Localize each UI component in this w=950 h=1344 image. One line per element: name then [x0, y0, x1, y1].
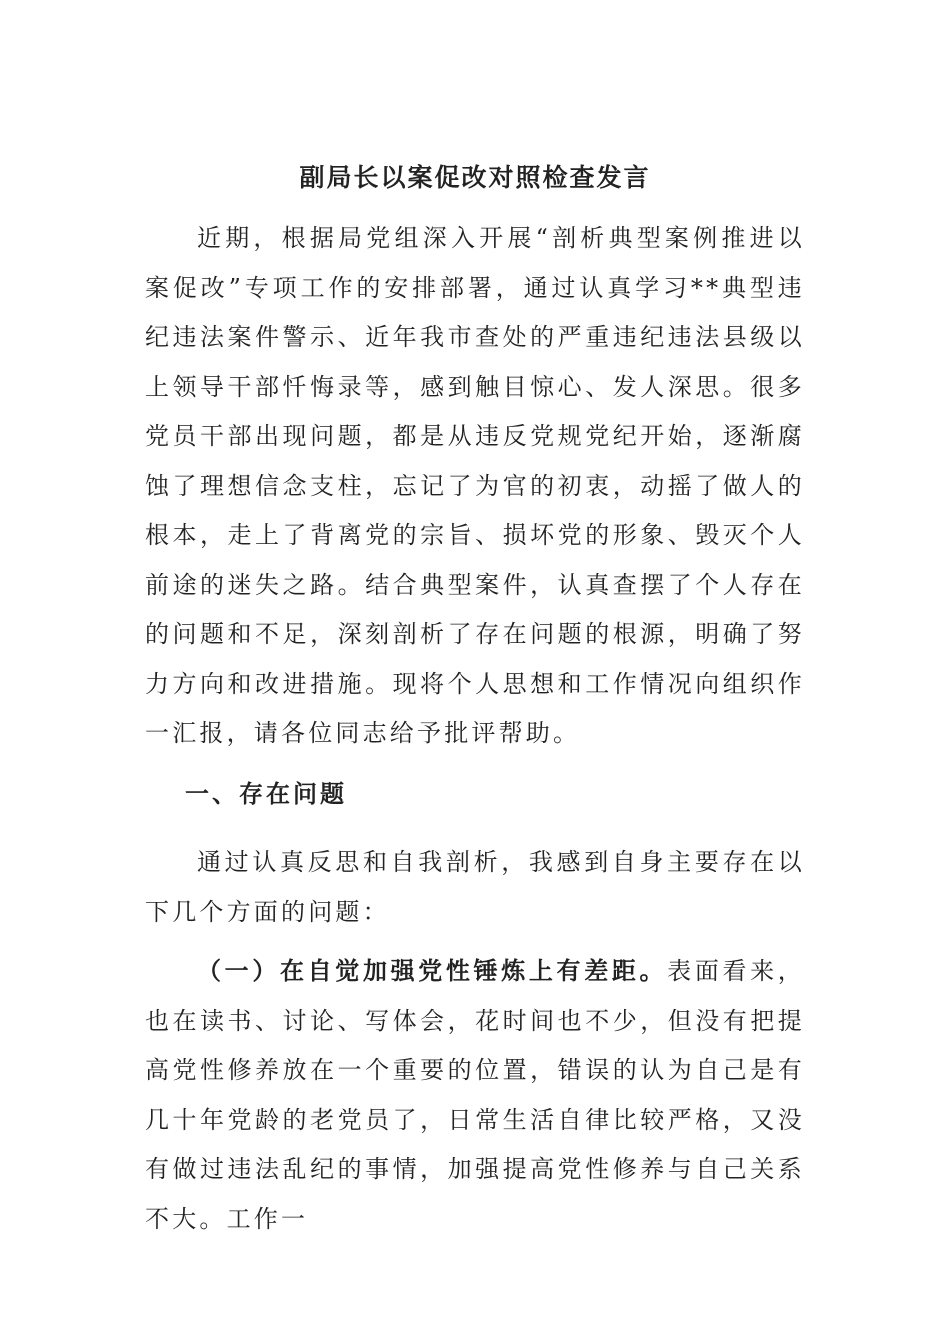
section-heading: 一、存在问题 — [185, 780, 347, 808]
section-intro-paragraph: 通过认真反思和自我剖析，我感到自身主要存在以下几个方面的问题： — [145, 848, 805, 926]
item-1-lead: （一）在自觉加强党性锤炼上有差距。 — [197, 956, 668, 985]
item-1-body: 表面看来，也在读书、讨论、写体会，花时间也不少，但没有把提高党性修养放在一个重要的位置，错误的认为自己是有几十年党龄的老党员了，日常生活自律比较严格，又没有做过违法乱纪的事情，加强提高党性修养与自己关系不大。工作一 — [145, 957, 805, 1233]
item-1-paragraph — [145, 946, 805, 1244]
document-title: 副局长以案促改对照检查发言 — [299, 163, 651, 192]
intro-paragraph: 近期，根据局党组深入开展“剖析典型案例推进以案促改”专项工作的安排部署，通过认真学习**典型违纪违法案件警示、近年我市查处的严重违纪违法县级以上领导干部忏悔录等，感到触目惊心、发人深思。很多党员干部出现问题，都是从违反党规党纪开始，逐渐腐蚀了理想信念支柱，忘记了为官的初衷，动摇了做人的根本，走上了背离党的宗旨、损坏党的形象、毁灭个人前途的迷失之路。结合典型案件，认真查摆了个人存在的问题和不足，深刻剖析了存在问题的根源，明确了努力方向和改进措施。现将个人思想和工作情况向组织作一汇报，请各位同志给予批评帮助。 — [145, 224, 805, 747]
